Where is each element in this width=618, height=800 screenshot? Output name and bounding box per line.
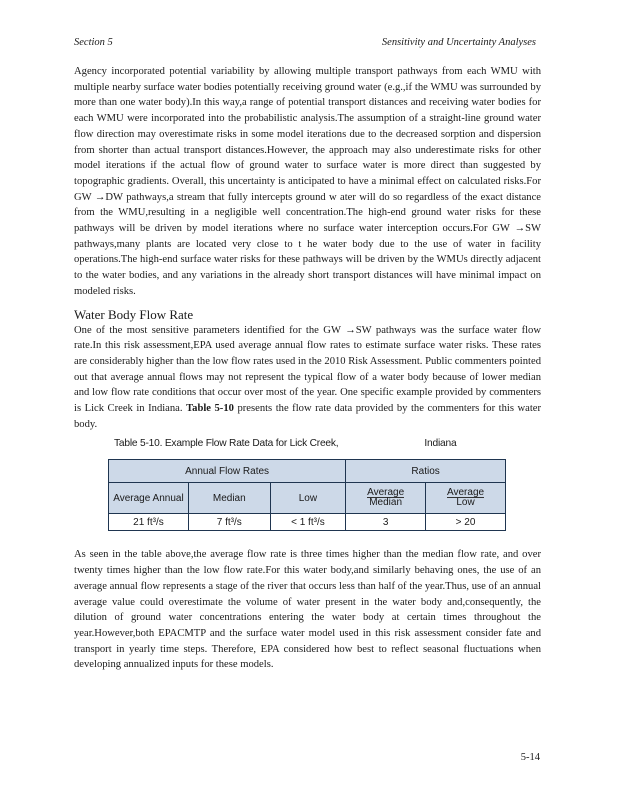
paragraph-3: As seen in the table above,the average flow rate is three times higher than the median flow rate, and over twenty times higher than the low flow rate.For this water body,and similarly behaving ones, the use of an average annual flow represents a stage of the river that occurs less than half of the year.Thus, use of an annual average value could overestimate the volume of water present in the water body and,consequently, the dilution of ground water concentrations entering the water body at certain times throughout the year.However,both EPACMTP and the surface water model used in this risk assessment consider fate and transport in yearly time steps. Therefore, EPA considered how best to reflect seasonal fluctuations when developing annualized inputs for these models. xyxy=(74,549,541,671)
section-title: Sensitivity and Uncertainty Analyses xyxy=(381,37,536,48)
cell-ratio-average-median: 3 xyxy=(346,514,426,531)
paragraph-2-text: One of the most sensitive parameters identified for the GW →SW pathways was the surface water flow rate.In this risk assessment,EPA used average annual flow rates to estimate surface water risks. These rates are considerably higher than the low flow rates used in the 2010 Risk Assessment. Public commenters pointed out that average annual flows may not represent the typical flow of a water body because of lower median and low flow rate conditions that occur over most of the year. One specific example provided by commenters is Lick Creek in Indiana. xyxy=(74,324,541,415)
col-ratio-average-median xyxy=(346,483,426,514)
section-heading: Water Body Flow Rate xyxy=(74,306,194,322)
cell-average-annual: 21 ft³/s xyxy=(109,514,189,531)
table-caption xyxy=(114,437,541,451)
ratio-average-median: $\frac{\text{Average}}{\text{Median}}$ xyxy=(367,487,405,509)
col-median: Median xyxy=(188,483,270,514)
col-average-annual: Average Annual xyxy=(109,483,189,514)
paragraph-2 xyxy=(74,323,541,433)
section-label: Section 5 xyxy=(74,37,113,48)
page-header xyxy=(74,37,536,51)
flow-rate-table xyxy=(108,459,506,531)
table-caption-suffix: Indiana xyxy=(424,438,457,450)
page-number: 5-14 xyxy=(520,752,540,763)
col-low: Low xyxy=(270,483,346,514)
header-ratios: Ratios xyxy=(346,460,506,483)
cell-median: 7 ft³/s xyxy=(188,514,270,531)
paragraph-2-end: presents the flow rate data provided by the commenters for this water body. xyxy=(74,403,541,430)
document-body xyxy=(74,64,541,673)
ratio-average-low: $\frac{\text{Average}}{\text{Low}}$ xyxy=(447,487,485,509)
paragraph-1: Agency incorporated potential variability by allowing multiple transport pathways from each WMU with multiple nearby surface water bodies potentially receiving ground water (e.g.,if the WMU was surrounded by more than one water body).In this way,a range of potential transport distances and receiving water bodies for each WMU were incorporated into the probabilistic analysis.The assumption of a straight-line ground water flow direction may overestimate risks in some model iterations due to the decreased sorption and dispersion from shorter than actual transport distances.However, the approach may also underestimate risks for other model iterations if the actual flow of ground water to surface water is more direct than suggested by topographic gradients. Overall, this uncertainty is anticipated to have a minimal effect on calculated risks.For GW →DW pathways,a stream that fully intercepts ground w ater will do so regardless of the exact distance from the WMU,resulting in a negligible well concentration.The high-end ground water risks for these pathways will be driven by model iterations where no surface water interception occurs.For GW →SW pathways,many plants are located very close to t he water body due to the use of water in facility operations.The high-end surface water risks for these pathways will be driven by the WMUs directly adjacent to the water bodies, and any variations in the already short transport distances will have minimal impact on modeled risks. xyxy=(74,66,541,297)
table-row xyxy=(109,514,506,531)
header-annual-flow-rates: Annual Flow Rates xyxy=(109,460,346,483)
table-caption-text: Table 5-10. Example Flow Rate Data for Lick Creek, xyxy=(114,438,339,450)
cell-ratio-average-low: > 20 xyxy=(426,514,506,531)
table-reference-link[interactable]: Table 5-10 xyxy=(186,403,234,415)
col-ratio-average-low xyxy=(426,483,506,514)
cell-low: < 1 ft³/s xyxy=(270,514,346,531)
